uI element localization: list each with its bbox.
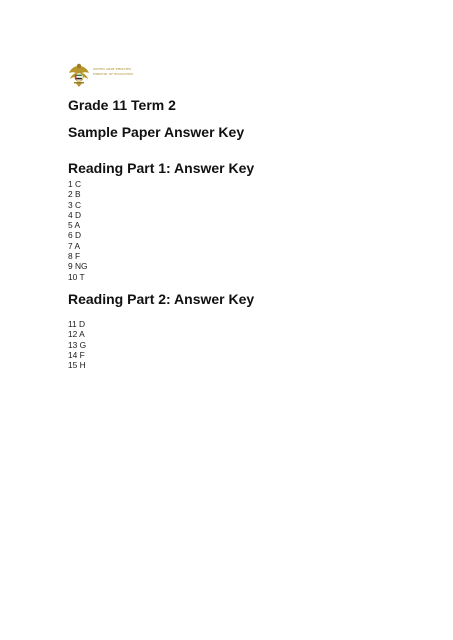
ministry-name	[93, 67, 153, 77]
answer-list-part-2	[68, 319, 86, 370]
answer-item: 15 H	[68, 360, 86, 371]
answer-item: 7 A	[68, 240, 81, 251]
paper-title: Sample Paper Answer Key	[68, 124, 245, 140]
logo-line-1: UNITED ARAB EMIRATES	[93, 67, 132, 71]
ministry-logo	[68, 62, 148, 88]
answer-item: 12 A	[68, 329, 85, 340]
answer-item: 1 C	[68, 179, 82, 189]
answer-item: 2 B	[68, 189, 81, 200]
grade-title: Grade 11 Term 2	[68, 97, 176, 113]
answer-item: 14 F	[68, 349, 85, 360]
answer-list-part-1	[68, 179, 88, 282]
answer-item: 10 T	[68, 271, 85, 282]
answer-item: 3 C	[68, 199, 82, 210]
logo-line-2: MINISTRY OF EDUCATION	[93, 72, 133, 76]
answer-item: 5 A	[68, 220, 81, 231]
answer-item: 4 D	[68, 209, 82, 220]
answer-item: 6 D	[68, 230, 82, 241]
answer-item: 8 F	[68, 251, 81, 262]
section-title-reading-part-1: Reading Part 1: Answer Key	[68, 160, 255, 176]
section-title-reading-part-2: Reading Part 2: Answer Key	[68, 291, 255, 307]
answer-item: 13 G	[68, 339, 87, 350]
answer-item: 9 NG	[68, 261, 88, 272]
answer-item: 11 D	[68, 319, 86, 329]
uae-eagle-emblem-icon	[68, 62, 90, 88]
